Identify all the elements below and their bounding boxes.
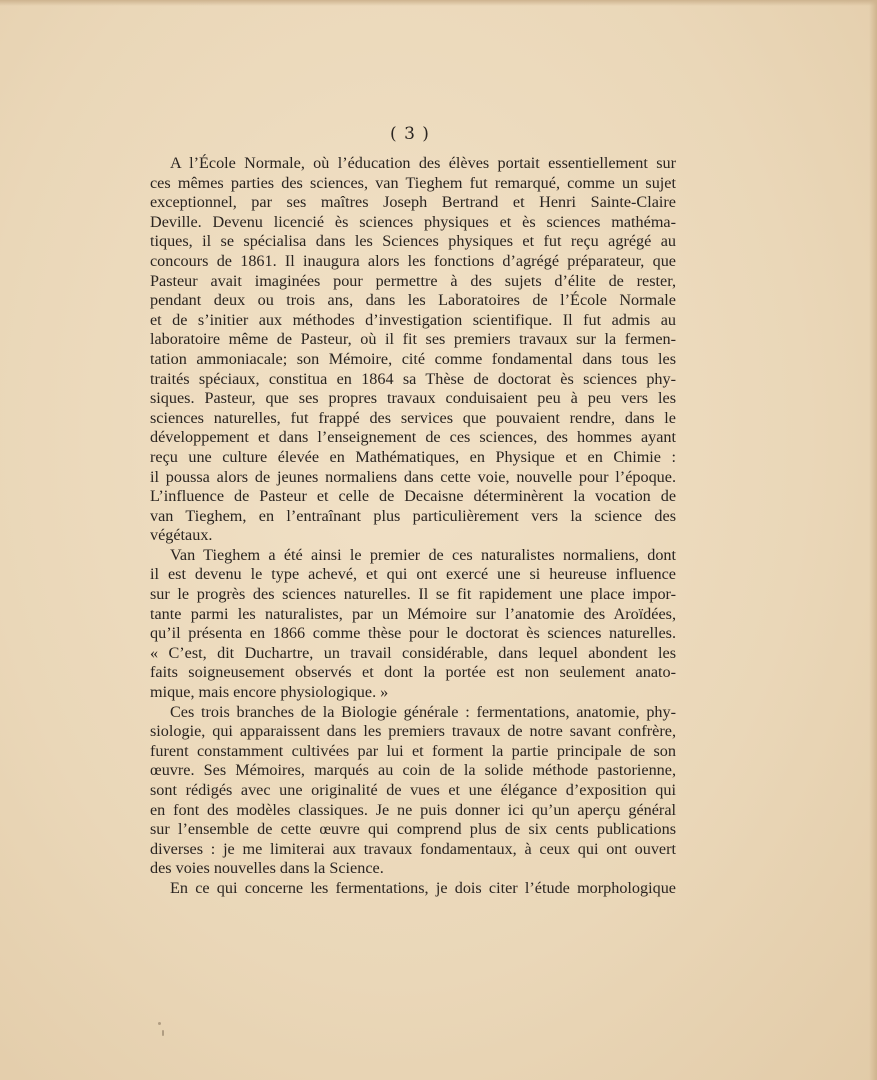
text-line: sciences naturelles, fut frappé des services que pouvaient rendre, dans le [150, 408, 676, 427]
paper-speck [158, 1022, 161, 1025]
text-line: Deville. Devenu licencié ès sciences physiques et ès sciences mathéma- [150, 212, 676, 231]
text-line: qu’il présenta en 1866 comme thèse pour le doctorat ès sciences naturelles. [150, 624, 676, 643]
text-line: traités spéciaux, constitua en 1864 sa Thèse de doctorat ès sciences phy- [150, 369, 676, 388]
text-line: siologie, qui apparaissent dans les premiers travaux de notre savant confrère, [150, 722, 676, 741]
text-line: Van Tieghem a été ainsi le premier de ces naturalistes normaliens, dont [170, 545, 676, 564]
paper-speck [162, 1030, 164, 1036]
text-line: tiques, il se spécialisa dans les Sciences physiques et fut reçu agrégé au [150, 232, 676, 251]
text-line: « C’est, dit Duchartre, un travail considérable, dans lequel abondent les [150, 643, 676, 662]
text-line: laboratoire même de Pasteur, où il fit ses premiers travaux sur la fermen- [150, 330, 676, 349]
paper-top-edge [0, 0, 877, 6]
page-number: ( 3 ) [390, 124, 430, 144]
text-line: en font des modèles classiques. Je ne puis donner ici qu’un aperçu général [150, 800, 676, 819]
paragraph-3 [150, 703, 676, 879]
paragraph-2 [150, 546, 676, 703]
text-line: furent constamment cultivées par lui et forment la partie principale de son [150, 741, 676, 760]
text-line: faits soigneusement observés et dont la portée est non seulement anato- [150, 663, 676, 682]
text-line: concours de 1861. Il inaugura alors les fonctions d’agrégé préparateur, que [150, 251, 676, 270]
text-line: il poussa alors de jeunes normaliens dans cette voie, nouvelle pour l’époque. [150, 467, 676, 486]
paragraph-1 [150, 154, 676, 546]
text-line: sont rédigés avec une originalité de vues et une élégance d’exposition qui [150, 781, 676, 799]
text-line: reçu une culture élevée en Mathématiques, en Physique et en Chimie : [150, 447, 676, 466]
text-line: il est devenu le type achevé, et qui ont exercé une si heureuse influence [150, 565, 676, 584]
text-line: Ces trois branches de la Biologie générale : fermentations, anatomie, phy- [170, 702, 676, 721]
text-line: sur l’ensemble de cette œuvre qui comprend plus de six cents publications [150, 820, 676, 839]
paper-right-edge [869, 0, 877, 1080]
text-line: siques. Pasteur, que ses propres travaux conduisaient peu à peu vers les [150, 389, 676, 408]
body-text [150, 154, 676, 899]
text-line: diverses : je me limiterai aux travaux fondamentaux, à ceux qui ont ouvert [150, 839, 676, 858]
text-line: tation ammoniacale; son Mémoire, cité comme fondamental dans tous les [150, 349, 676, 368]
text-line: végétaux. [150, 526, 213, 545]
text-line: A l’École Normale, où l’éducation des élèves portait essentiellement sur [170, 154, 676, 172]
text-line: sur le progrès des sciences naturelles. Il se fit rapidement une place impor- [150, 585, 676, 604]
text-line: œuvre. Ses Mémoires, marqués au coin de la solide méthode pastorienne, [150, 761, 676, 780]
text-line: et de s’initier aux méthodes d’investigation scientifique. Il fut admis au [150, 310, 676, 329]
text-line: mique, mais encore physiologique. » [150, 683, 389, 702]
text-line: Pasteur avait imaginées pour permettre à des sujets d’élite de rester, [150, 271, 676, 290]
text-line: des voies nouvelles dans la Science. [150, 859, 384, 878]
text-line: pendant deux ou trois ans, dans les Laboratoires de l’École Normale [150, 291, 676, 310]
text-line: ces mêmes parties des sciences, van Tieghem fut remarqué, comme un sujet [150, 173, 676, 192]
text-line: tante parmi les naturalistes, par un Mémoire sur l’anatomie des Aroïdées, [150, 604, 676, 623]
text-line: exceptionnel, par ses maîtres Joseph Bertrand et Henri Sainte-Claire [150, 193, 676, 212]
text-line: L’influence de Pasteur et celle de Decaisne déterminèrent la vocation de [150, 487, 676, 506]
paragraph-4 [150, 879, 676, 899]
text-line: van Tieghem, en l’entraînant plus particulièrement vers la science des [150, 506, 676, 525]
text-line: développement et dans l’enseignement de ces sciences, des hommes ayant [150, 428, 676, 447]
text-line: En ce qui concerne les fermentations, je dois citer l’étude morphologique [170, 878, 676, 897]
